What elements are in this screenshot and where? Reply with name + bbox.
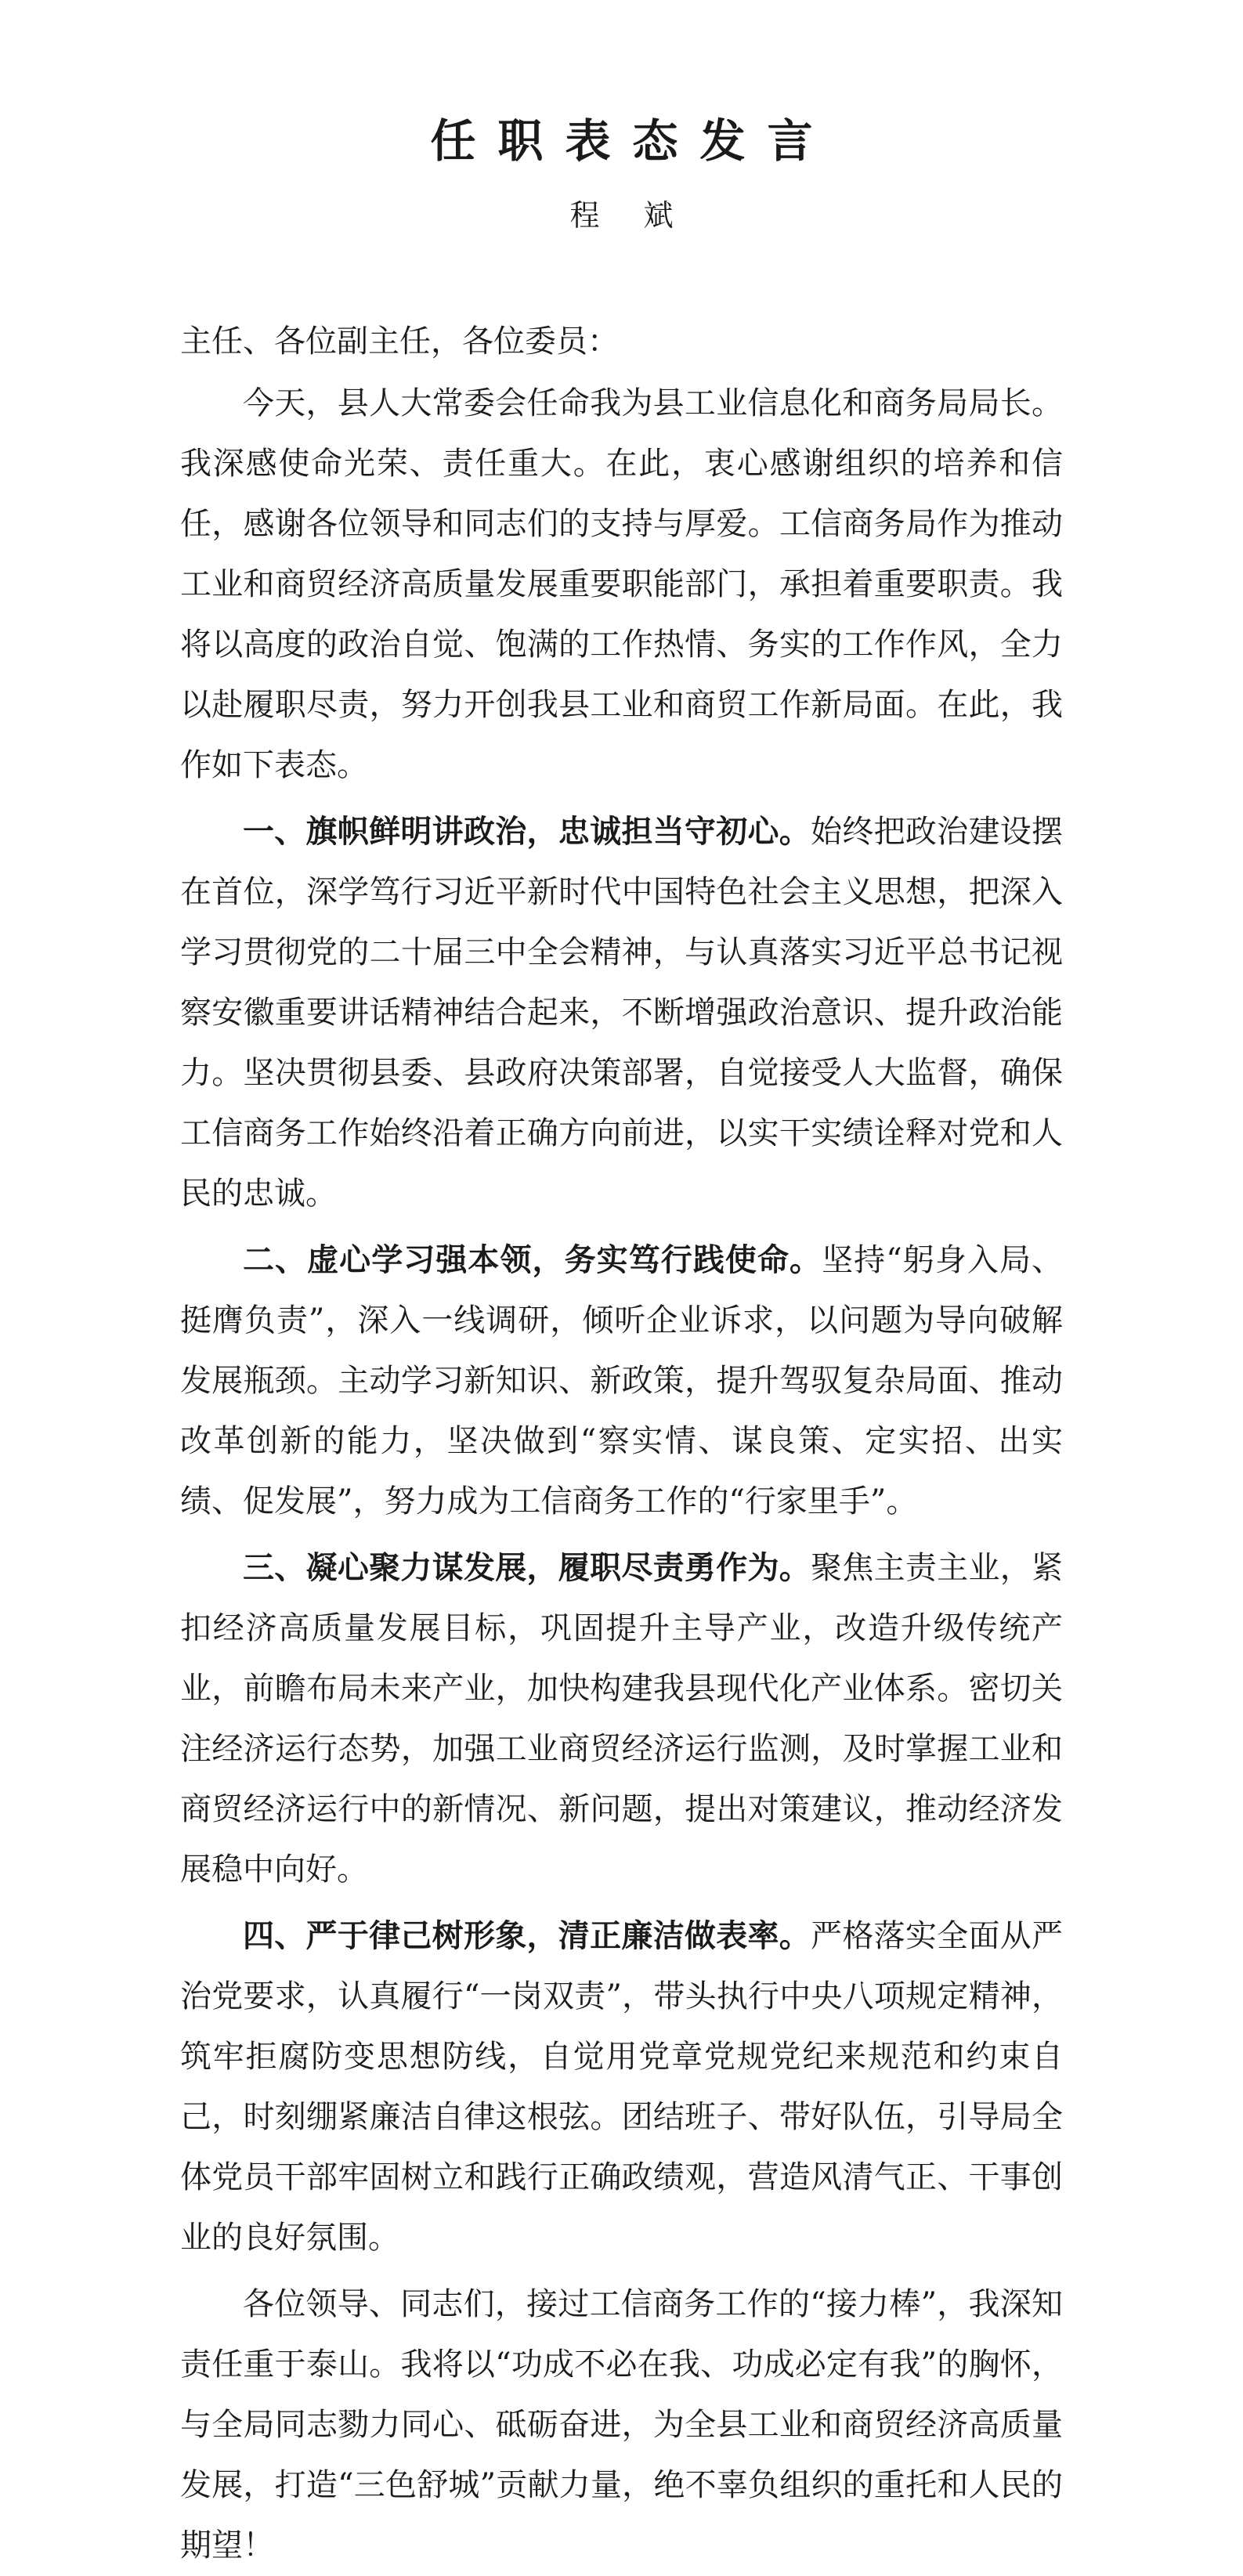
document-body [180,312,1063,2576]
paragraph-closing [180,2274,1063,2576]
document-title: 任职表态发言 [430,114,835,168]
paragraph-heading: 三、凝心聚力谋发展，履职尽责勇作为。 [243,1550,811,1586]
paragraph-intro [180,374,1063,796]
paragraph-point-3 [180,1538,1063,1900]
paragraph-text: 始终把政治建设摆在首位，深学笃行习近平新时代中国特色社会主义思想，把深入学习贯彻党的二十届三中全会精神，与认真落实习近平总书记视察安徽重要讲话精神结合起来，不断增强政治意识、提升政治能力。坚决贯彻县委、县政府决策部署，自觉接受人大监督，确保工信商务工作始终沿着正确方向前进，以实干实绩诠释对党和人民的忠诚。 [180,814,1064,1212]
paragraph-heading: 二、虚心学习强本领，务实笃行践使命。 [243,1242,822,1278]
paragraph-text: 坚持“躬身入局、挺膺负责”，深入一线调研，倾听企业诉求，以问题为导向破解发展瓶颈。主动学习新知识、新政策，提升驾驭复杂局面、推动改革创新的能力，坚决做到“察实情、谋良策、定实招、出实绩、促发展”，努力成为工信商务工作的“行家里手”。 [180,1242,1064,1519]
salutation: 主任、各位副主任，各位委员： [180,323,619,359]
paragraph-heading: 一、旗帜鲜明讲政治，忠诚担当守初心。 [243,814,811,850]
paragraph-point-1 [180,802,1063,1224]
paragraph-text: 聚焦主责主业，紧扣经济高质量发展目标，巩固提升主导产业，改造升级传统产业，前瞻布局未来产业，加快构建我县现代化产业体系。密切关注经济运行态势，加强工业商贸经济运行监测，及时掌握工业和商贸经济运行中的新情况、新问题，提出对策建议，推动经济发展稳中向好。 [180,1550,1064,1888]
paragraph-text: 严格落实全面从严治党要求，认真履行“一岗双责”，带头执行中央八项规定精神，筑牢拒腐防变思想防线，自觉用党章党规党纪来规范和约束自己，时刻绷紧廉洁自律这根弦。团结班子、带好队伍，引导局全体党员干部牢固树立和践行正确政绩观，营造风清气正、干事创业的良好氛围。 [180,1918,1064,2256]
paragraph-text: 今天，县人大常委会任命我为县工业信息化和商务局局长。我深感使命光荣、责任重大。在此，衷心感谢组织的培养和信任，感谢各位领导和同志们的支持与厚爱。工信商务局作为推动工业和商贸经济高质量发展重要职能部门，承担着重要职责。我将以高度的政治自觉、饱满的工作热情、务实的工作作风，全力以赴履职尽责，努力开创我县工业和商贸工作新局面。在此，我作如下表态。 [180,385,1063,783]
paragraph-heading: 四、严于律己树形象，清正廉洁做表率。 [243,1918,811,1954]
paragraph-text: 各位领导、同志们，接过工信商务工作的“接力棒”，我深知责任重于泰山。我将以“功成不必在我、功成必定有我”的胸怀，与全局同志勠力同心、砥砺奋进，为全县工业和商贸经济高质量发展，打造“三色舒城”贡献力量，绝不辜负组织的重托和人民的期望！ [180,2286,1063,2563]
paragraph-point-4 [180,1906,1063,2268]
document-author: 程 斌 [569,198,691,233]
paragraph-point-2 [180,1230,1063,1532]
